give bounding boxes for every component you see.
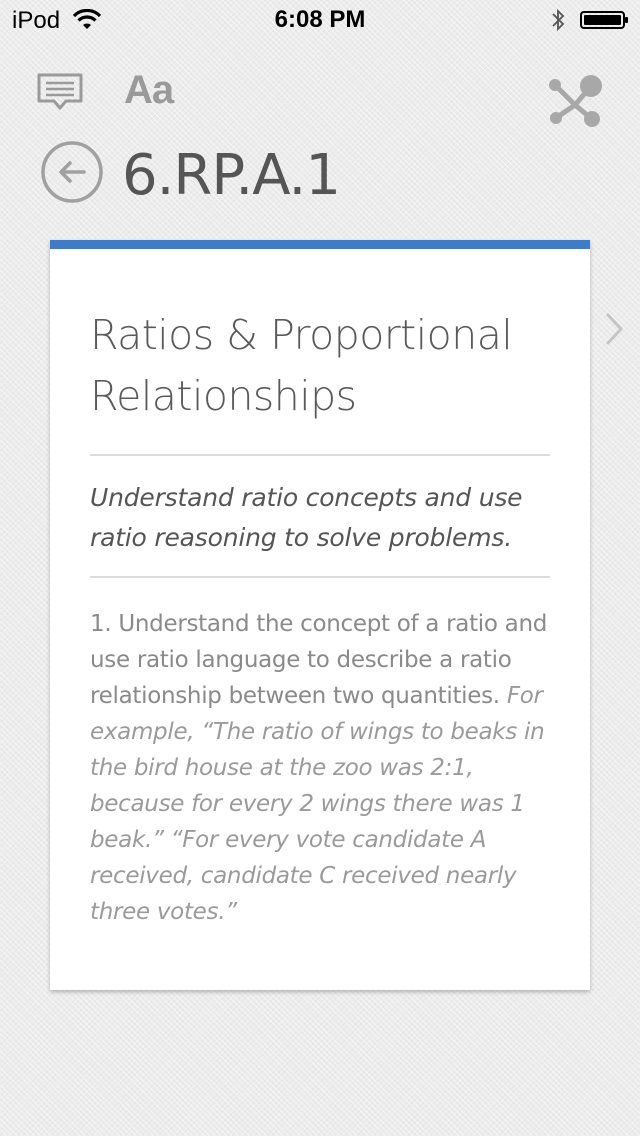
- bluetooth-icon: [550, 8, 566, 32]
- standard-main-text: 1. Understand the concept of a ratio and use ratio language to describe a ratio relationship between two quantities.: [90, 611, 548, 709]
- domain-heading: Ratios & Proportional Relationships: [90, 311, 513, 420]
- chevron-right-icon[interactable]: [604, 312, 626, 346]
- status-bar: [0, 0, 640, 40]
- page-title: 6.RP.A.1: [122, 143, 340, 208]
- battery-icon: [580, 11, 630, 29]
- divider: [90, 576, 550, 578]
- divider: [90, 454, 550, 456]
- carrier-label: iPod: [12, 7, 61, 34]
- comment-icon[interactable]: [36, 72, 84, 112]
- font-size-button[interactable]: Aa: [124, 68, 174, 112]
- standard-description: [90, 606, 560, 930]
- status-time: 6:08 PM: [274, 6, 366, 33]
- share-icon[interactable]: [546, 72, 604, 128]
- standard-example-text: For example, “The ratio of wings to beaks in the bird house at the zoo was 2:1, because for every 2 wings there was 1 beak.” “For every vote candidate A received, candidate C received nearly three votes.”: [90, 683, 545, 925]
- standard-card: [50, 240, 590, 990]
- back-arrow-icon[interactable]: [40, 140, 104, 204]
- cluster-text: Understand ratio concepts and use ratio reasoning to solve problems.: [90, 483, 523, 552]
